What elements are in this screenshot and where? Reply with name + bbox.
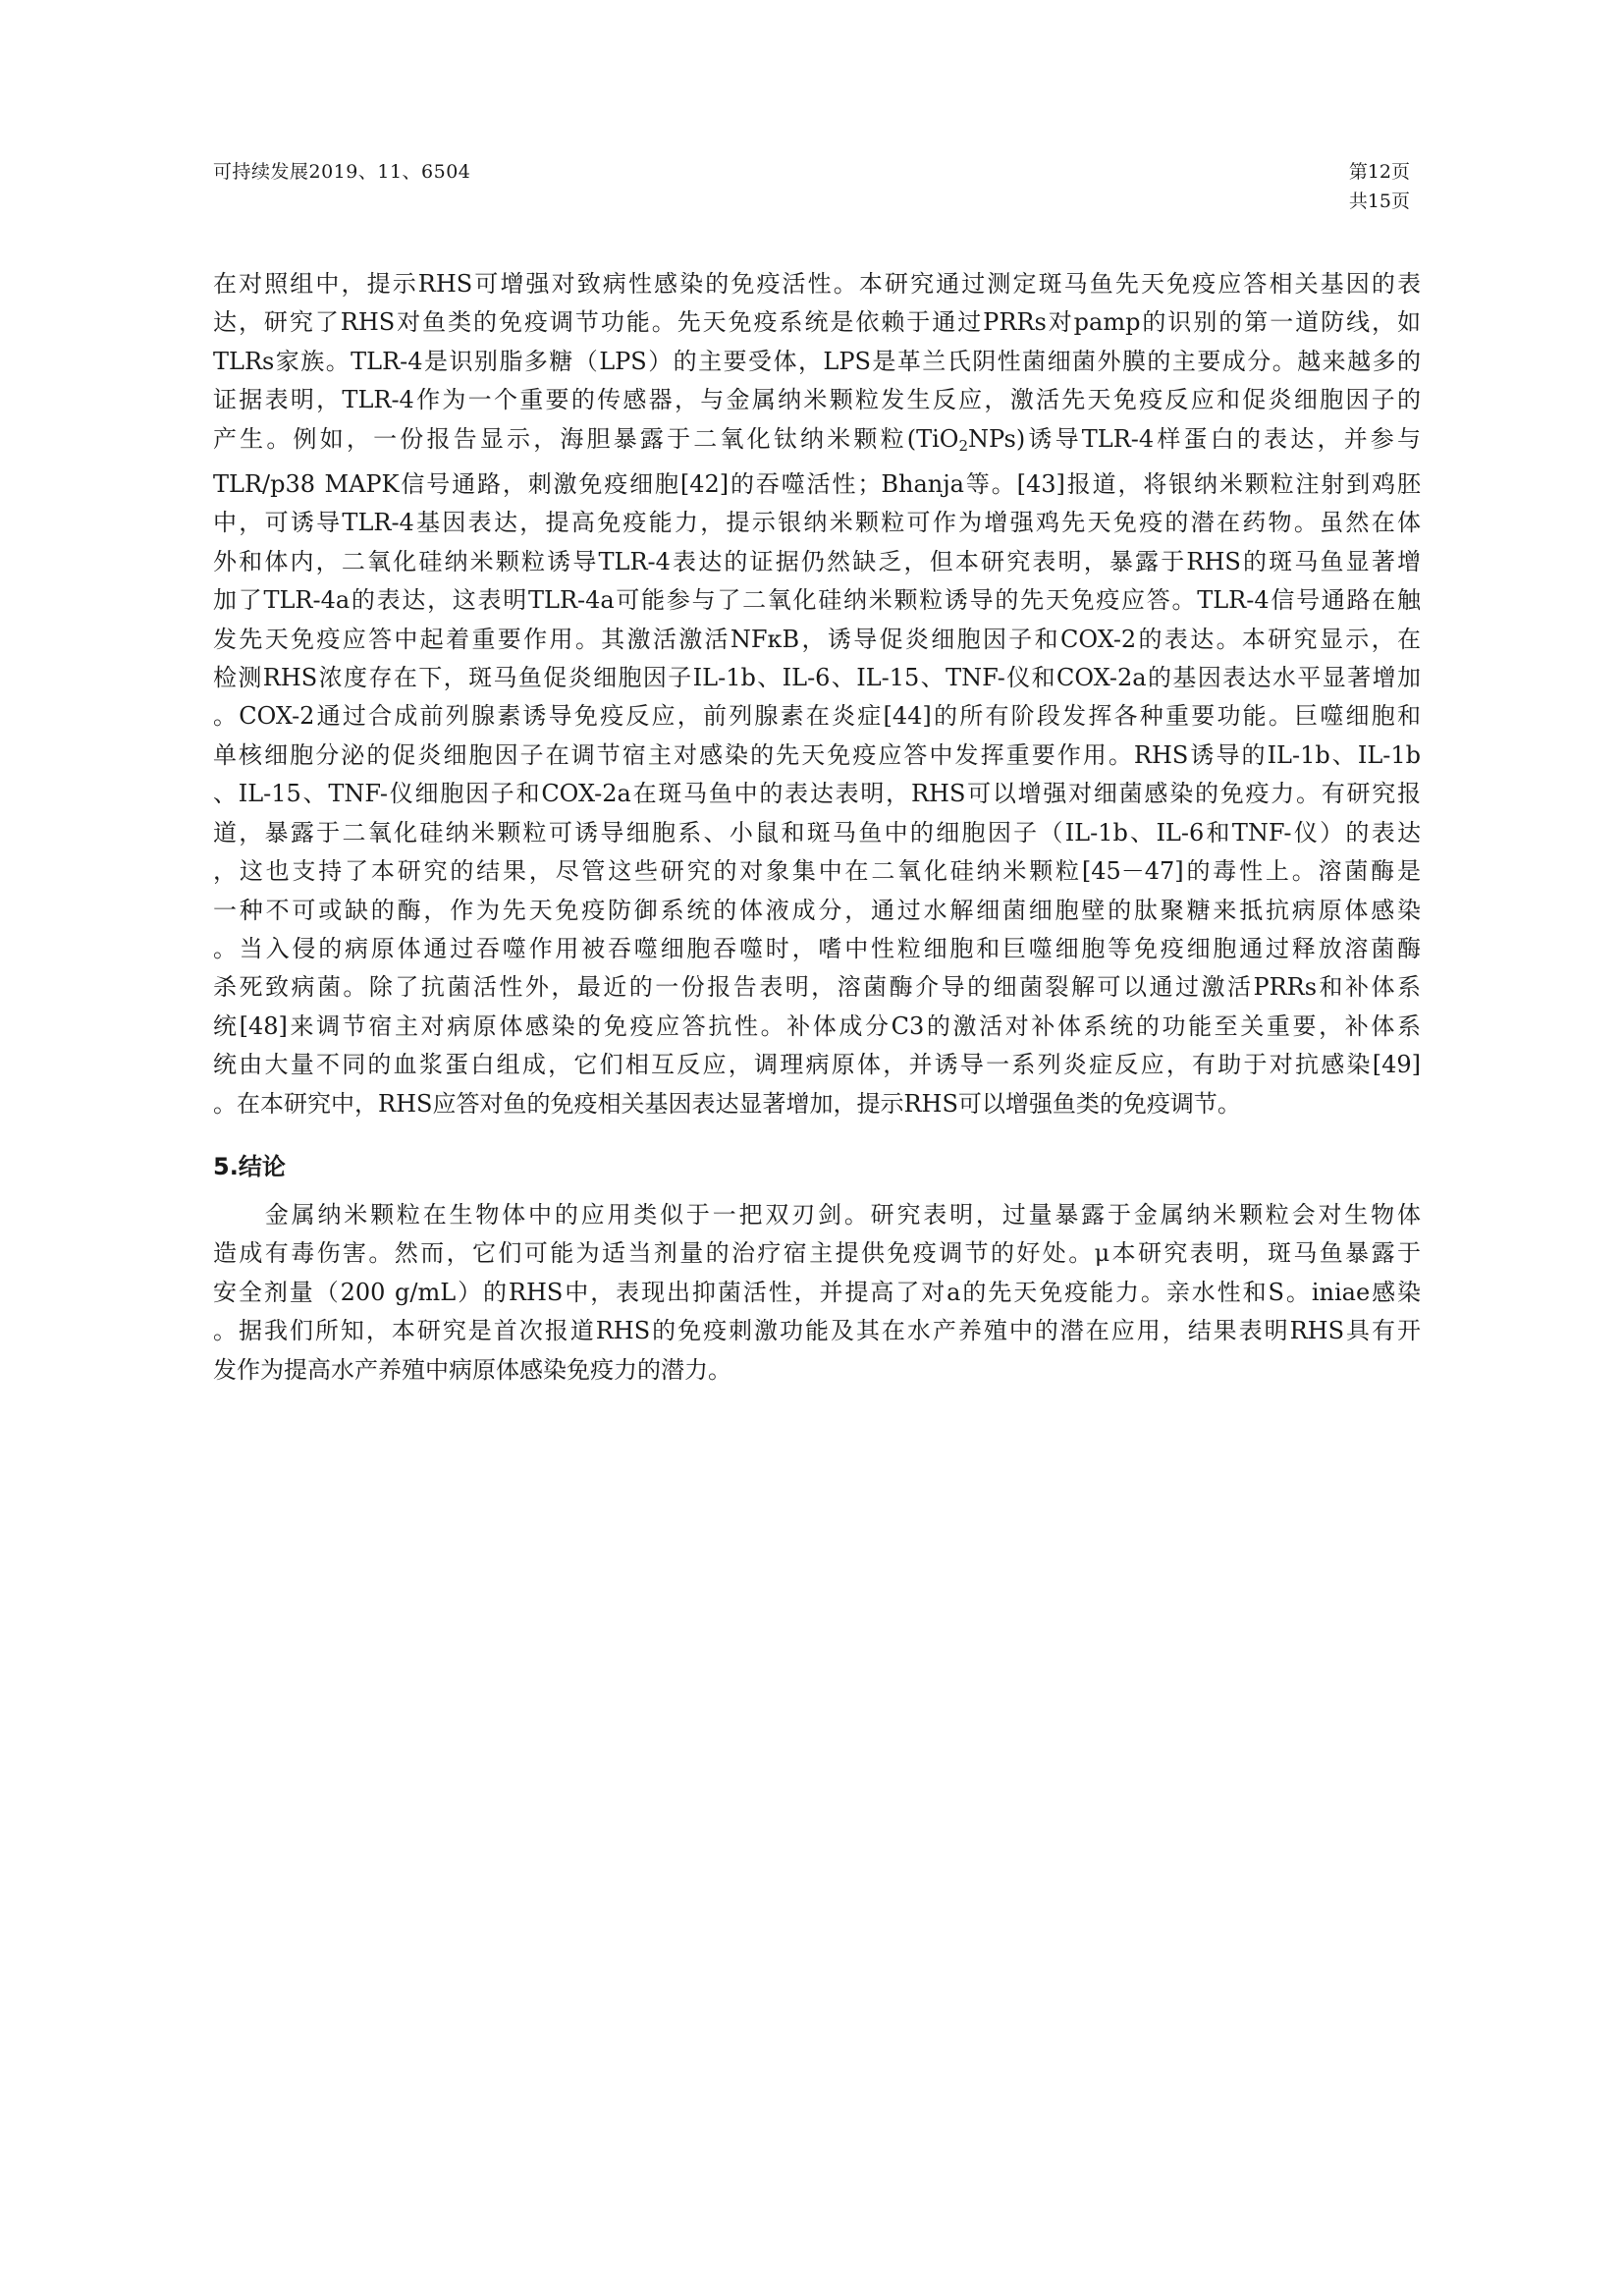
text-line: 、IL-15、TNF-仪细胞因子和COX-2a在斑马鱼中的表达表明，RHS可以增强对细菌感染的免疫力。有研究报 xyxy=(213,780,1421,808)
text-line: 统由大量不同的血浆蛋白组成，它们相互反应，调理病原体，并诱导一系列炎症反应，有助于对抗感染[49] xyxy=(213,1051,1421,1079)
text-line: 一种不可或缺的酶，作为先天免疫防御系统的体液成分，通过水解细菌细胞壁的肽聚糖来抵抗病原体感染 xyxy=(213,896,1421,924)
text-line: 。COX-2通过合成前列腺素诱导免疫反应，前列腺素在炎症[44]的所有阶段发挥各种重要功能。巨噬细胞和 xyxy=(213,702,1421,731)
text-line: TLR/p38 MAPK信号通路，刺激免疫细胞[42]的吞噬活性；Bhanja等。[43]报道，将银纳米颗粒注射到鸡胚 xyxy=(213,470,1421,499)
text-line: TLRs家族。TLR-4是识别脂多糖（LPS）的主要受体，LPS是革兰氏阴性菌细菌外膜的主要成分。越来越多的 xyxy=(213,347,1421,375)
conclusion-paragraph xyxy=(213,1196,1421,1390)
text-line: 安全剂量（200 g/mL）的RHS中，表现出抑菌活性，并提高了对a的先天免疫能力。亲水性和S。iniae感染 xyxy=(213,1278,1421,1306)
text-line: 。当入侵的病原体通过吞噬作用被吞噬细胞吞噬时，嗜中性粒细胞和巨噬细胞等免疫细胞通过释放溶菌酶 xyxy=(213,934,1421,962)
text-line: 达，研究了RHS对鱼类的免疫调节功能。先天免疫系统是依赖于通过PRRs对pamp的识别的第一道防线，如 xyxy=(213,308,1421,337)
text-line: 中，可诱导TLR-4基因表达，提高免疫能力，提示银纳米颗粒可作为增强鸡先天免疫的潜在药物。虽然在体 xyxy=(213,509,1421,537)
main-content xyxy=(213,265,1421,1390)
page-number-block xyxy=(1349,157,1410,216)
text-line: 在对照组中，提示RHS可增强对致病性感染的免疫活性。本研究通过测定斑马鱼先天免疫应答相关基因的表 xyxy=(213,270,1421,298)
text-segment: NPs)诱导TLR-4样蛋白的表达，并参与 xyxy=(968,424,1421,453)
text-line: 外和体内，二氧化硅纳米颗粒诱导TLR-4表达的证据仍然缺乏，但本研究表明，暴露于RHS的斑马鱼显著增 xyxy=(213,547,1421,575)
text-line: 道，暴露于二氧化硅纳米颗粒可诱导细胞系、小鼠和斑马鱼中的细胞因子（IL-1b、IL-6和TNF-仪）的表达 xyxy=(213,818,1421,847)
text-line: 。在本研究中，RHS应答对鱼的免疫相关基因表达显著增加，提示RHS可以增强鱼类的免疫调节。 xyxy=(213,1089,1241,1118)
text-line: 发作为提高水产养殖中病原体感染免疫力的潜力。 xyxy=(213,1355,731,1384)
section-heading-conclusion: 5.结论 xyxy=(213,1152,286,1180)
subscript-2: 2 xyxy=(958,436,969,455)
journal-citation: 可持续发展2019、11、6504 xyxy=(213,161,471,183)
text-line: 单核细胞分泌的促炎细胞因子在调节宿主对感染的先天免疫应答中发挥重要作用。RHS诱导的IL-1b、IL-1b xyxy=(213,740,1421,769)
discussion-paragraph xyxy=(213,265,1421,1123)
text-line: ，这也支持了本研究的结果，尽管这些研究的对象集中在二氧化硅纳米颗粒[45－47]的毒性上。溶菌酶是 xyxy=(213,857,1421,886)
text-segment: 产生。例如，一份报告显示，海胆暴露于二氧化钛纳米颗粒(TiO xyxy=(213,424,959,453)
text-line-with-subscript xyxy=(213,420,1421,465)
text-line: 杀死致病菌。除了抗菌活性外，最近的一份报告表明，溶菌酶介导的细菌裂解可以通过激活PRRs和补体系 xyxy=(213,973,1421,1002)
text-line: 造成有毒伤害。然而，它们可能为适当剂量的治疗宿主提供免疫调节的好处。μ本研究表明，斑马鱼暴露于 xyxy=(213,1239,1421,1268)
text-line: 检测RHS浓度存在下，斑马鱼促炎细胞因子IL-1b、IL-6、IL-15、TNF-仪和COX-2a的基因表达水平显著增加 xyxy=(213,664,1421,692)
total-pages: 共15页 xyxy=(1348,191,1410,212)
text-line-indented xyxy=(213,1196,1421,1234)
text-line: 。据我们所知，本研究是首次报道RHS的免疫刺激功能及其在水产养殖中的潜在应用，结果表明RHS具有开 xyxy=(213,1317,1421,1345)
text-line: 发先天免疫应答中起着重要作用。其激活激活NFκB，诱导促炎细胞因子和COX-2的表达。本研究显示，在 xyxy=(213,625,1421,653)
text-segment: 金属纳米颗粒在生物体中的应用类似于一把双刃剑。研究表明，过量暴露于金属纳米颗粒会对生物体 xyxy=(262,1200,1421,1229)
text-line: 证据表明，TLR-4作为一个重要的传感器，与金属纳米颗粒发生反应，激活先天免疫反应和促炎细胞因子的 xyxy=(213,386,1421,414)
text-line: 加了TLR-4a的表达，这表明TLR-4a可能参与了二氧化硅纳米颗粒诱导的先天免疫应答。TLR-4信号通路在触 xyxy=(213,586,1421,615)
text-line: 统[48]来调节宿主对病原体感染的免疫应答抗性。补体成分C3的激活对补体系统的功能至关重要，补体系 xyxy=(213,1011,1421,1040)
page-number: 第12页 xyxy=(1348,161,1410,183)
